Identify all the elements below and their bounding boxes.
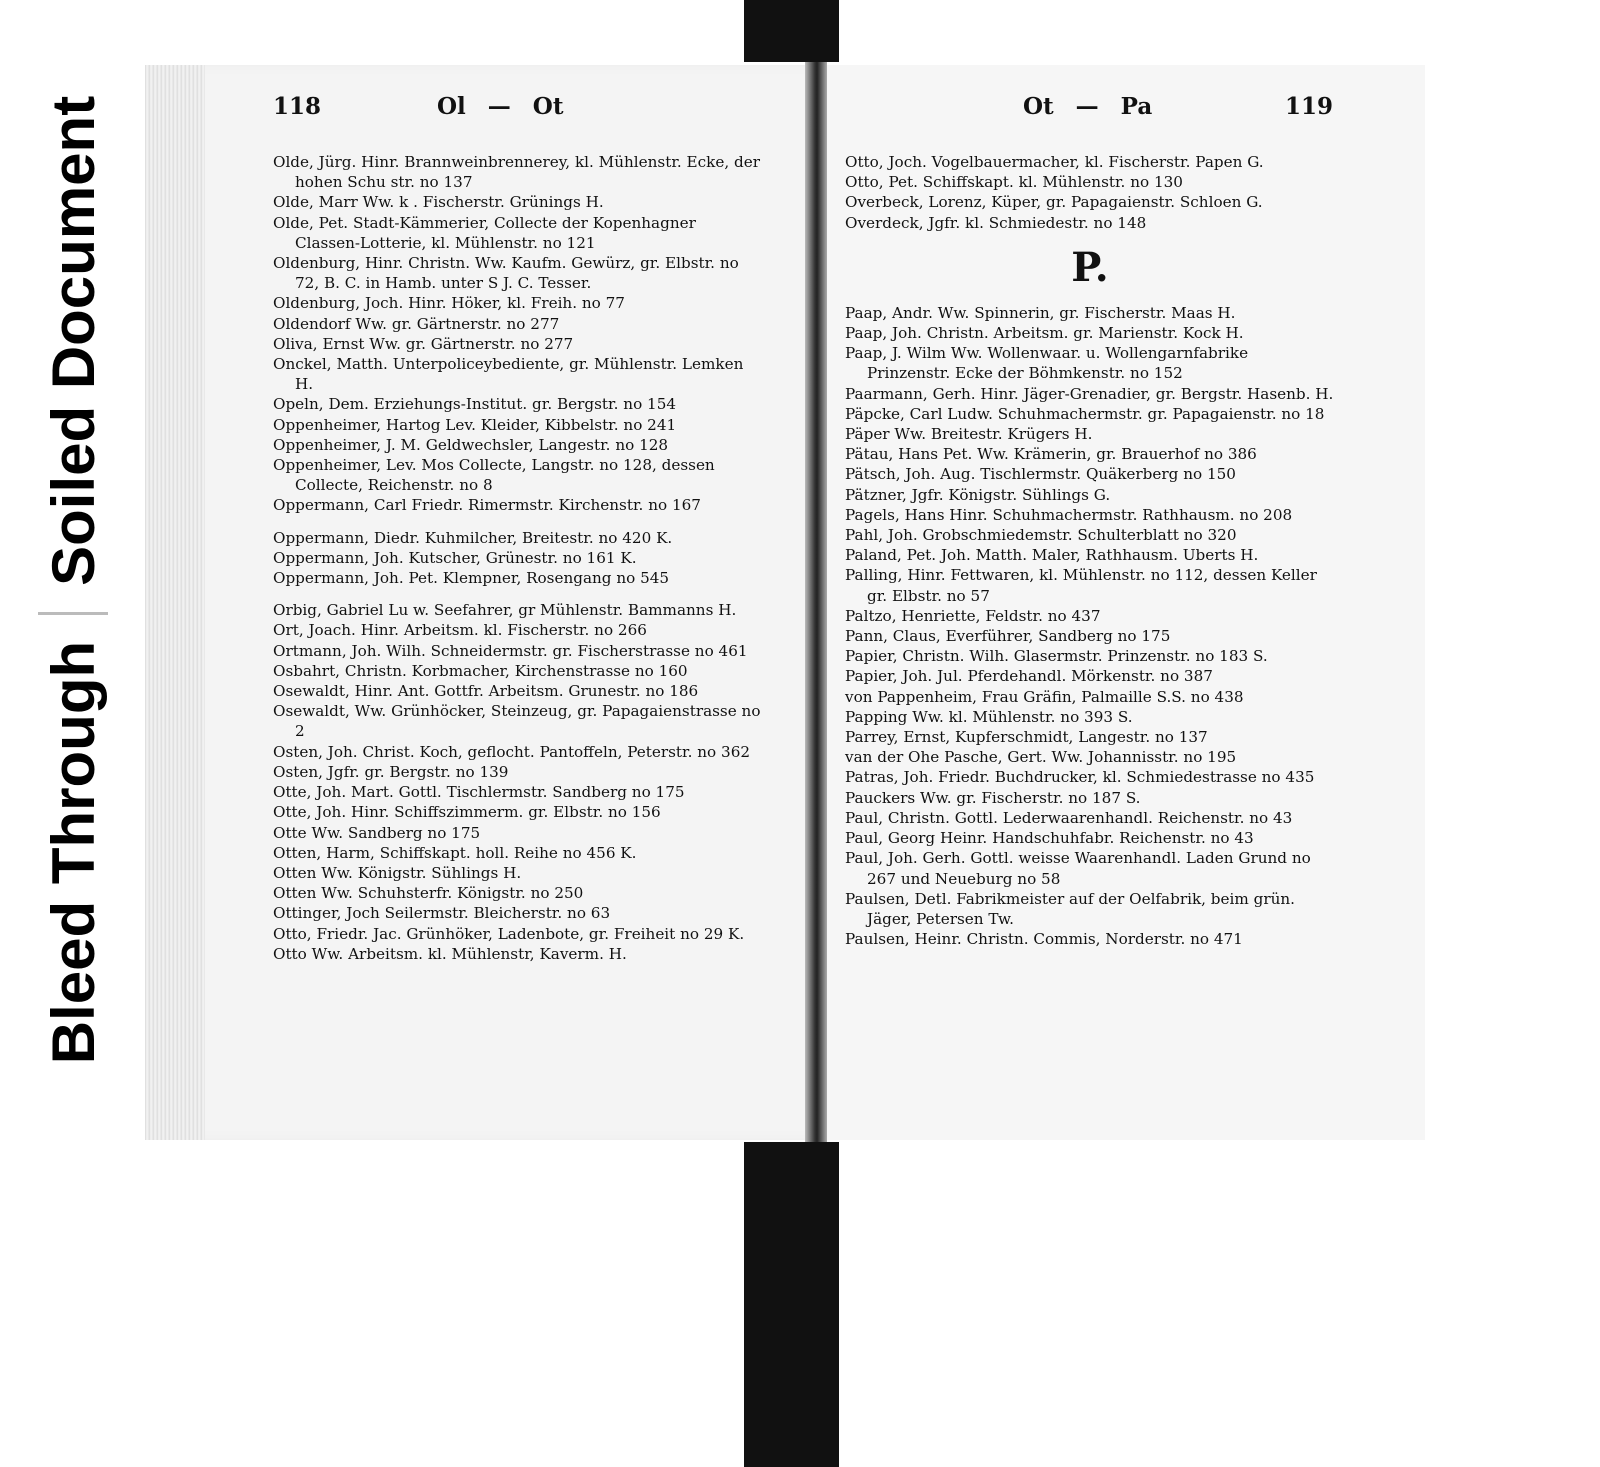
directory-entry: Paul, Christn. Gottl. Lederwaarenhandl. Reichenstr. no 43 <box>845 808 1293 827</box>
directory-entry: Otten, Harm, Schiffskapt. holl. Reihe no 456 K. <box>273 843 637 862</box>
spine-shadow-top <box>744 0 839 62</box>
entry-gap <box>273 516 763 528</box>
right-page-number: 119 <box>1285 93 1334 120</box>
book-gutter <box>805 55 827 1150</box>
directory-entry: Pätau, Hans Pet. Ww. Krämerin, gr. Brauerhof no 386 <box>845 445 1257 464</box>
directory-entry: Pauckers Ww. gr. Fischerstr. no 187 S. <box>845 788 1141 807</box>
directory-entry: Osewaldt, Ww. Grünhöcker, Steinzeug, gr. Papagaienstrasse no 2 <box>273 702 761 741</box>
directory-entry: Overdeck, Jgfr. kl. Schmiedestr. no 148 <box>845 213 1147 232</box>
directory-entry: Oppermann, Diedr. Kuhmilcher, Breitestr. no 420 K. <box>273 528 673 547</box>
directory-entry: Onckel, Matth. Unterpoliceybediente, gr. Mühlenstr. Lemken H. <box>273 355 744 394</box>
left-page-number: 118 <box>273 93 322 120</box>
directory-entry: Otten Ww. Schuhsterfr. Königstr. no 250 <box>273 884 584 903</box>
directory-entry: Papping Ww. kl. Mühlenstr. no 393 S. <box>845 707 1133 726</box>
directory-entry: van der Ohe Pasche, Gert. Ww. Johannisstr. no 195 <box>845 748 1237 767</box>
directory-entry: Paap, J. Wilm Ww. Wollenwaar. u. Wollengarnfabrike Prinzenstr. Ecke der Böhmkenstr. no 152 <box>845 344 1249 383</box>
directory-entry: Osbahrt, Christn. Korbmacher, Kirchenstrasse no 160 <box>273 661 688 680</box>
directory-entry: Paarmann, Gerh. Hinr. Jäger-Grenadier, gr. Bergstr. Hasenb. H. <box>845 384 1334 403</box>
directory-entry: Otto, Joch. Vogelbauermacher, kl. Fischerstr. Papen G. <box>845 153 1264 171</box>
directory-entry: Otto Ww. Arbeitsm. kl. Mühlenstr, Kaverm. H. <box>273 944 627 963</box>
directory-entry: Oppenheimer, Hartog Lev. Kleider, Kibbelstr. no 241 <box>273 415 677 434</box>
directory-entry: Paap, Joh. Christn. Arbeitsm. gr. Marienstr. Kock H. <box>845 324 1244 343</box>
directory-entry: Paul, Georg Heinr. Handschuhfabr. Reichenstr. no 43 <box>845 829 1254 848</box>
directory-entry: von Pappenheim, Frau Gräfin, Palmaille S.S. no 438 <box>845 687 1244 706</box>
watermark-bleed-through: Bleed Through <box>39 640 107 1065</box>
directory-entry: Paulsen, Detl. Fabrikmeister auf der Oelfabrik, beim grün. Jäger, Petersen Tw. <box>845 889 1295 928</box>
directory-entry: Olde, Jürg. Hinr. Brannweinbrennerey, kl. Mühlenstr. Ecke, der hohen Schu str. no 137 <box>273 153 760 192</box>
directory-entry: Ort, Joach. Hinr. Arbeitsm. kl. Fischerstr. no 266 <box>273 621 647 640</box>
directory-entry: Päper Ww. Breitestr. Krügers H. <box>845 425 1093 444</box>
section-letter-p: P. <box>1071 243 1109 291</box>
open-book <box>145 55 1425 1145</box>
directory-entry: Osewaldt, Hinr. Ant. Gottfr. Arbeitsm. Grunestr. no 186 <box>273 682 699 701</box>
watermark-divider <box>38 612 108 615</box>
directory-entry: Päpcke, Carl Ludw. Schuhmachermstr. gr. Papagaienstr. no 18 <box>845 404 1325 423</box>
directory-entry: Oldenburg, Joch. Hinr. Höker, kl. Freih. no 77 <box>273 294 625 313</box>
watermark-soiled-document: Soiled Document <box>39 95 107 586</box>
directory-entry: Pagels, Hans Hinr. Schuhmachermstr. Rathhausm. no 208 <box>845 505 1293 524</box>
right-main-entries <box>845 303 1335 950</box>
directory-entry: Otte, Joh. Mart. Gottl. Tischlermstr. Sandberg no 175 <box>273 783 685 802</box>
directory-entry: Oppermann, Joh. Kutscher, Grünestr. no 161 K. <box>273 548 637 567</box>
watermark-label <box>18 80 128 1080</box>
directory-entry: Papier, Christn. Wilh. Glasermstr. Prinzenstr. no 183 S. <box>845 647 1268 666</box>
directory-entry: Orbig, Gabriel Lu w. Seefahrer, gr Mühlenstr. Bammanns H. <box>273 601 737 620</box>
directory-entry: Oldendorf Ww. gr. Gärtnerstr. no 277 <box>273 314 560 333</box>
directory-entry: Parrey, Ernst, Kupferschmidt, Langestr. no 137 <box>845 728 1208 747</box>
directory-entry: Paap, Andr. Ww. Spinnerin, gr. Fischerstr. Maas H. <box>845 303 1236 322</box>
directory-entry: Paulsen, Heinr. Christn. Commis, Norderstr. no 471 <box>845 930 1243 949</box>
directory-entry: Paul, Joh. Gerh. Gottl. weisse Waarenhandl. Laden Grund no 267 und Neueburg no 58 <box>845 849 1311 888</box>
directory-entry: Oliva, Ernst Ww. gr. Gärtnerstr. no 277 <box>273 334 574 353</box>
watermark-text <box>18 80 128 1080</box>
directory-entry: Paland, Pet. Joh. Matth. Maler, Rathhausm. Uberts H. <box>845 546 1259 565</box>
directory-entry: Papier, Joh. Jul. Pferdehandl. Mörkenstr. no 387 <box>845 667 1213 686</box>
directory-entry: Pätsch, Joh. Aug. Tischlermstr. Quäkerberg no 150 <box>845 465 1236 484</box>
directory-entry: Ottinger, Joch Seilermstr. Bleicherstr. no 63 <box>273 904 611 923</box>
directory-entry: Otte Ww. Sandberg no 175 <box>273 823 481 842</box>
directory-entry: Otte, Joh. Hinr. Schiffszimmerm. gr. Elbstr. no 156 <box>273 803 661 822</box>
directory-entry: Overbeck, Lorenz, Küper, gr. Papagaienstr. Schloen G. <box>845 193 1263 212</box>
directory-entry: Oppenheimer, Lev. Mos Collecte, Langstr. no 128, dessen Collecte, Reichenstr. no 8 <box>273 456 715 495</box>
directory-entry: Pahl, Joh. Grobschmiedemstr. Schulterblatt no 320 <box>845 526 1237 545</box>
directory-entry: Pann, Claus, Everführer, Sandberg no 175 <box>845 627 1171 646</box>
right-entry-list <box>845 152 1335 949</box>
directory-entry: Paltzo, Henriette, Feldstr. no 437 <box>845 606 1101 625</box>
directory-entry: Otto, Pet. Schiffskapt. kl. Mühlenstr. no 130 <box>845 173 1183 192</box>
directory-entry: Oppermann, Carl Friedr. Rimermstr. Kirchenstr. no 167 <box>273 496 701 515</box>
directory-entry: Otten Ww. Königstr. Sühlings H. <box>273 863 522 882</box>
directory-entry: Patras, Joh. Friedr. Buchdrucker, kl. Schmiedestrasse no 435 <box>845 768 1315 787</box>
page-edges <box>145 65 205 1140</box>
right-page-header: Ot — Pa <box>1023 93 1153 120</box>
directory-entry: Palling, Hinr. Fettwaren, kl. Mühlenstr. no 112, dessen Keller gr. Elbstr. no 57 <box>845 566 1317 605</box>
directory-entry: Opeln, Dem. Erziehungs-Institut. gr. Bergstr. no 154 <box>273 395 677 414</box>
directory-entry: Oppermann, Joh. Pet. Klempner, Rosengang no 545 <box>273 569 670 588</box>
directory-entry: Olde, Marr Ww. k . Fischerstr. Grünings H. <box>273 193 604 212</box>
directory-entry: Oldenburg, Hinr. Christn. Ww. Kaufm. Gewürz, gr. Elbstr. no 72, B. C. in Hamb. unter S J. C. Tesser. <box>273 254 739 293</box>
directory-entry: Osten, Joh. Christ. Koch, geflocht. Pantoffeln, Peterstr. no 362 <box>273 742 751 761</box>
directory-entry: Pätzner, Jgfr. Königstr. Sühlings G. <box>845 485 1111 504</box>
directory-entry: Ortmann, Joh. Wilh. Schneidermstr. gr. Fischerstrasse no 461 <box>273 641 748 660</box>
directory-entry: Olde, Pet. Stadt-Kämmerier, Collecte der Kopenhagner Classen-Lotterie, kl. Mühlenstr. no 121 <box>273 213 696 252</box>
left-page-header: Ol — Ot <box>437 93 564 120</box>
right-top-entries <box>845 152 1335 233</box>
left-entry-list <box>273 152 763 964</box>
directory-entry: Otto, Friedr. Jac. Grünhöker, Ladenbote, gr. Freiheit no 29 K. <box>273 924 745 943</box>
directory-entry: Oppenheimer, J. M. Geldwechsler, Langestr. no 128 <box>273 435 669 454</box>
directory-entry: Osten, Jgfr. gr. Bergstr. no 139 <box>273 762 509 781</box>
entry-gap <box>273 588 763 600</box>
spine-shadow-bottom <box>744 1142 839 1467</box>
